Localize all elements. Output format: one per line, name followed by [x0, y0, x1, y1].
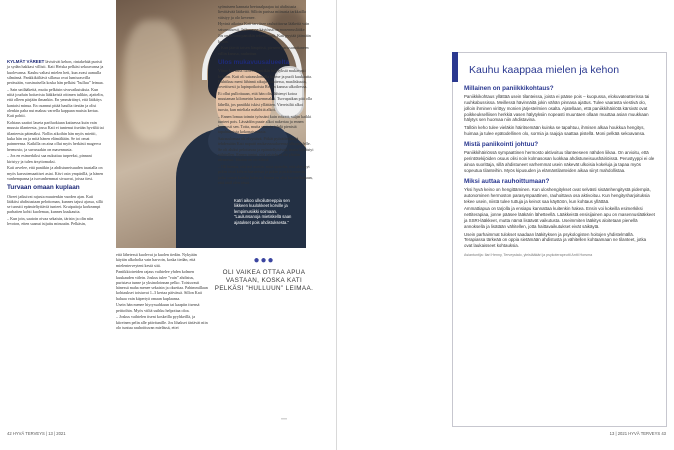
article-column-3	[218, 4, 314, 187]
sidebar-section-heading: Millainen on paniikkikohtaus?	[464, 84, 554, 92]
sidebar-title: Kauhu kaappaa mielen ja kehon	[469, 64, 620, 76]
folio-left: 42 HYVÄ TERVEYS | 13 | 2021	[7, 431, 66, 436]
article-paragraph: – Jos en esimerkiksi saa nukuttua tarpeeksi, pinnani kiristyy ja tulen ärsyttomaksi.	[7, 153, 92, 164]
sidebar-section	[464, 141, 655, 174]
article-paragraph: – Joskus vaihtelen itseni koskeilla pyyhkeillä, ja kiireinen pelin alle päiväunille. Jos lihakset täriävät niin olo tuntuu rauhoittuvan mielässä, ettei	[116, 314, 208, 331]
subheading: Ulos mukavuusalueelta	[218, 58, 290, 66]
article-paragraph: Paniikkioireiden rajaus vaihtelee yhden kolmen kuukauden välein. Joskus tulee ”vain” ahdistus, puristava tunne ja yksinoloinnan pelko. Toistuvasti hänessä maha menee sekaisin ja oksettaa. Pahimmillaan kohtaukset toistuvat 1–3 kertaa päivässä. Sillon Kati haluaa vain käpertyä omaan kuplaansa.	[116, 269, 208, 301]
pull-quote-text: OLI VAIKEA OTTAA APUA VASTAAN, KOSKA KATI PELKÄSI ”HULLUUN” LEIMAA.	[214, 269, 314, 293]
sidebar-section-heading: Mistä paniikointi johtuu?	[464, 140, 539, 148]
article-paragraph: Kohtaus saattoi laueta pariluokiaan kattaessa kuin vain muusta tilanteesta, jossa Kati ei tuntenut itseään hyvältä tai tilanteesta pätenäksi. Nollin aikoihin hän myös miettii, kuka hän on ja mitä hänen elämältään. Se toi omat painneensa. Kaikilla on aina ollut myös herkästi magerva hermosto, ja suvussakin on masennusta.	[7, 120, 104, 152]
article-column-1	[7, 59, 104, 228]
article-paragraph: Ei ollut pullottuaan, että hän olisi lähtenyt kotoa muutaman kilometrin kauemmaksi. Turvapaikan pitä olla lähellä, jos paniikki iskisi yllättäen. Viereisiltä alkoi tuosta, kun mieliala mäkihtiä alkoi.	[218, 90, 312, 112]
article-paragraph: – Oli hienoa, että mä mietin, mitä ajattelin, että olet, nyt pidän tästä kehon haasteissa ja pidän pyöräilemisestä, jotka sanon kuinka halusin. Ennen en olisi kuvitellutkaan, että tääll olen tässä.	[218, 163, 313, 185]
photo-caption: Katri aikoo ulkoilutreeppia sen liikkeen kuulokkeet korville ja lempimusiikki soimaan. "Laulunsanoja mietiskellä saan ajatukset pois ahdistuksesta."	[234, 198, 292, 225]
article-paragraph: Sairauslomaa oli elvyttävä. Pitkät pyöräilenkkejä tehdessään Kati naputti mukavuusalueensa ulkopuolelle. Se oli aluksi pelottavaa ja epämiellyttävää, mutta kyllästyi vähitellen. Ennen tuntui, että taistelu ei ole yhtään olemassa. Tänään on eri elämä.	[218, 136, 314, 163]
article-column-2	[116, 252, 208, 332]
folio-right: 13 | 2021 HYVÄ TERVEYS 43	[609, 431, 666, 436]
subheading: Turvaan omaan kuplaan	[7, 184, 80, 192]
sidebar-paragraph: Usein parhaimmat tulokset saadaan lääkityksen ja psykologisten hoitojen yhdistelmällä. Terapiassa tärkeää on oppia sietämään ahdistusta ja vähitellen kohtaamaan ne tilanteet, jotka ovat laukaisseet kohtauksia.	[464, 231, 647, 249]
pull-quote-dots-icon: ●●●	[253, 255, 275, 266]
sidebar-credit: Asiantuntija: Ilari Henny, Terveystalo, yleislääkäri ja psykoterapeutti Antti Horsma	[464, 253, 593, 258]
article-paragraph: – Kun join, saatoin oivaa sekaisin, tärisin ja olin niin levoton, etten saanut istjuttu minuutin. Pelkäsin,	[7, 216, 94, 227]
sidebar-paragraph: Paniikkihäiriössä sympaattinen hermosto aktivoituu tilanteeseen nähden liikaa. On arvioitu, että perintötekijöiden osuus olisi noin kolmasosan luokkaa ahdistuneisuushäiriöissä. Perustyyppi ei ole ainoa suorittaja, sillä ahdistuneet varhemmat usein näkevät ulkoisia kokeluja ja tapaa myös sopeutua tilanteihin. Myös kipusuden ja elämäntilanteiden aikaa siiryt mahdollistaa.	[464, 150, 655, 173]
pull-quote	[212, 256, 316, 294]
article-lead: KYLMÄT VÄREET lävistivät kehon, rintakehää puristi ja sydän hakkasi villisti. Kati Heiska pelkäsi sekoavansa ja kuolevansa. Kauhu valtasi mielen heti, kun avasi aamulla silmänsä. Pankkikiiltävä sillassa ovat lumisrasvilla perässään, varsinaisella koska hän pelkäsi ”hulluu” leimaa.	[7, 59, 104, 86]
lead-kicker: KYLMÄT VÄREET	[7, 59, 45, 64]
article-paragraph: – Ennen lomaa toimin työssäni kuin robotti, suljin kaikki tunteet pois. Lässädön puute alkoi nakertaa ja ennen huonosti sen. Totta, mutta saatoin tehdä pienistä tapahtumista kokonaisuuksia.	[218, 113, 312, 135]
article-paragraph: Jos on kotona paniikin tekemisestä, Kati pyytää jäämään kotiin.	[218, 33, 311, 44]
left-page	[0, 0, 336, 450]
article-paragraph: että lähetessä kuolevat ja kuolen tiedän. Nykyään käytän alkoholia vain harvoin, koska tiedän, että mielenterveyteni kestä sitä.	[116, 252, 197, 268]
sidebar-paragraph: Yksi hyvä keino on hengittäminen. Kun uloshengitykset ovat selvästi sisäänhengitystä pidempiä, autonominen hermoston parasympaattinen, rauhoittava osa aktivoituu. Kun hengitysharjoituksia tekee usein, niistä tulee tuttuja ja keinot saa käyttöön, kun kohtaus yllättää.	[464, 187, 651, 204]
sidebar-section	[464, 178, 655, 249]
article-paragraph: syömiseen kannata beetasalpaajaa tai ahdistusta lievittävää lääkettä. Silloin parissa miinusta tarkkailla väistyy ja olo kevenee.	[218, 4, 306, 20]
sidebar-paragraph: Tällöin keho tulee vieläkin häiritsemään kuinka se tapahtuu, ihmisen alkaa houkkua hengitys, huimaa ja tulee epätodellinen olo, sormia ja raajoja saattaa pistellä. Moni pelkää sekoavansa.	[464, 125, 646, 137]
sidebar-accent-tab	[452, 52, 458, 82]
article-paragraph: Oireet jatkuivat rajusta muutenkin vuoden ajan. Kati lääkitsi ahdistustaan pelottoman, kunnes tajusi ajassa, sillä se turrutti epämieltyttäviä tunteet. Kruipattoja korkeampi parhaiten kohti kuolemaa, kunnes kuukautta.	[7, 193, 103, 215]
article-paragraph: – Kun jäävät toisen lämpöisä, pieneen parissanottaneen villin kanssa, rauhoitun.	[218, 45, 309, 56]
info-sidebar	[452, 52, 667, 427]
sidebar-paragraph: Paniikkikohtaus yllättää usein tilanteissa, joista ei pääse pois – kuopussa, elokuvateatterissa tai ruuhkabussissa. Meillessä hävinnäitä jokin vähän pinnasa ajattus. Tulee vaarasta viestivä olo, jolloin ihminen virittyy monien järjestelmien osalta. Ajatellaan, että paniikkihäiriötä kärsivät ovat poikkeukselliisen herkkiä vasen hälytyksiin nopeasti muuntaen ollaan muuttaa asian muukkaan hälytys sen huomaa niin ahdistavina.	[464, 94, 650, 123]
article-paragraph: Viime keväänä tuoteen paniikin hälytyksiä mukavasti kehoon. Kati oli sairauslomalla kolme ja puoli kuukautta. Huhtikuu meni lähinnä aikuja ladattessa, maaliskuuta, lovettisesti ja lapinpoikoista Rokan kanssa ulkoilressa.	[218, 68, 313, 90]
article-paragraph: – Sain unilääkettä, mutta pelkäsin sivuvaikutuksia. Kun niitä jouduin hoitavista lääkkeistä otttmen tulikin, ajattelin, että olleen pärjään ilmankin. En ymmärtänyt, että lääkitys kantaisi minua. En osannut pitää hauilta tiestän ja olisi olenkin paha nut makuu varrella kappaan muista kertaa. Kati pohtii.	[7, 86, 104, 119]
article-paragraph: Usein hän menee hiyryssahkuun tai kaapiin itsensä peittoihin. Myös viiltä suihku helpottaa oloa.	[116, 302, 200, 313]
sidebar-section-heading: Miksi auttaa rauhoittumaan?	[464, 177, 550, 185]
sidebar-paragraph: Ammattiapua on tarjolla ja ensiapu kannattaa kuitenkin hakea. Ensin voi kokeilla esimerkiksi nettiterapiaa, jonne pääsee lääkärin lähetteellä. Lääkkeistä ensisijainen apu on masennuslääkkeet ja SSRI-lääkkeet, mutta nämä lisäävät vaikutusta. Useimmiten lääkitys aloitetaan pienellä annoksella ja lisätään vähitellen, jotta haittavaikutukset eivät säikäytä.	[464, 206, 655, 229]
article-paragraph: Hyvinä aikoina Kati tarvitsee rauhoittavaa lääkettä vain satunnaisesti. Jatkuvassa käytössä on masennuslääke.	[218, 21, 310, 32]
sidebar-section	[464, 85, 655, 137]
continue-mark-icon: »»»	[281, 417, 287, 421]
article-paragraph: Kati arvelee, että paniikin ja ahdistuneisuuden taustalla on myös kasvutemaattiset asiat. Kävi osin ympärillä, ja hänen vanhempansa ja isovanhemmat sivuavat, joissa tiesi.	[7, 165, 104, 181]
